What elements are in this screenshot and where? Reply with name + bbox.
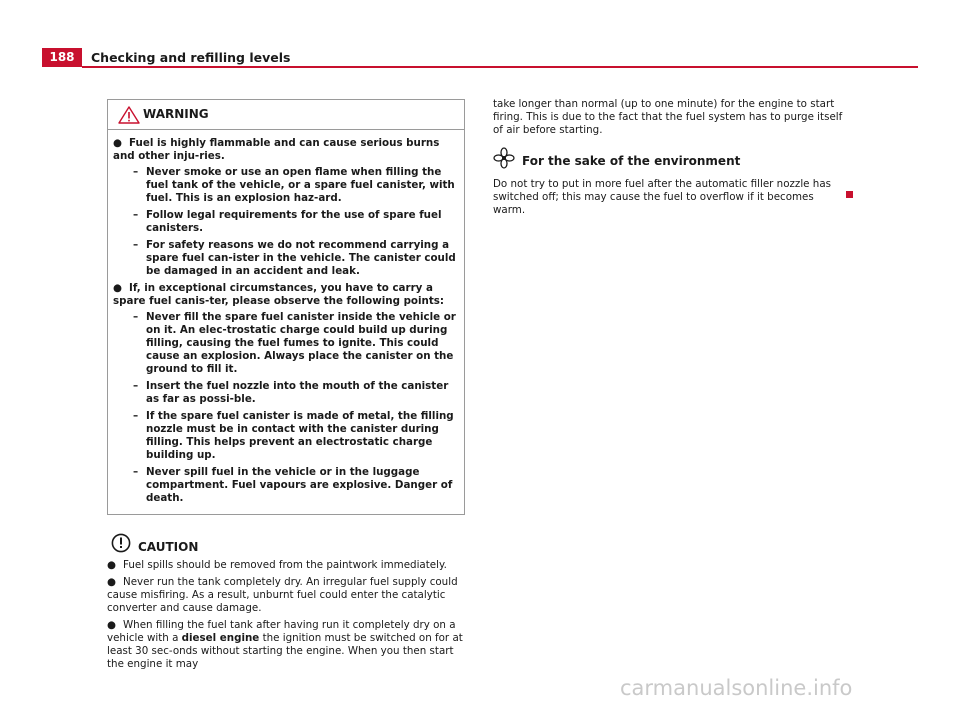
caution-item-text-pre: When filling the fuel tank after having run it completely dry on a vehicle with a xyxy=(107,619,456,644)
page-number: 188 xyxy=(42,48,82,67)
warning-box xyxy=(107,99,465,515)
caution-block xyxy=(107,533,465,671)
warning-dash-text: If the spare fuel canister is made of metal, the filling nozzle must be in contact with the canister during filling. This helps prevent an electrostatic charge building up. xyxy=(146,410,454,461)
right-column xyxy=(493,98,843,217)
caution-header xyxy=(107,533,465,559)
section-end-marker xyxy=(846,191,853,198)
caution-item-text: Never run the tank completely dry. An irregular fuel supply could cause misfiring. As a result, unburnt fuel could enter the catalytic converter and cause damage. xyxy=(107,576,458,614)
warning-title: WARNING xyxy=(143,107,209,121)
warning-triangle-icon xyxy=(118,106,140,124)
warning-dash-item: – Insert the fuel nozzle into the mouth of the canister as far as possi-ble. xyxy=(133,380,449,405)
warning-dash-item: – Follow legal requirements for the use of spare fuel canisters. xyxy=(133,209,442,234)
continuation-text: take longer than normal (up to one minute) for the engine to start firing. This is due to the fact that the fuel system has to purge itself of air before starting. xyxy=(493,98,843,136)
caution-exclamation-icon xyxy=(111,533,131,553)
environment-header xyxy=(493,147,843,173)
warning-bullet: ● Fuel is highly flammable and can cause serious burns and other inju-ries. xyxy=(113,137,440,162)
caution-item-text: Fuel spills should be removed from the paintwork immediately. xyxy=(123,559,447,571)
warning-dash-item: – For safety reasons we do not recommend carrying a spare fuel can-ister in the vehicle. The canister could be damaged in an accident and leak. xyxy=(133,239,456,277)
warning-bullet-text: If, in exceptional circumstances, you have to carry a spare fuel canis-ter, please observe the following points: xyxy=(113,282,445,307)
warning-header xyxy=(108,100,464,130)
caution-title: CAUTION xyxy=(138,540,199,554)
warning-dash-item: – Never spill fuel in the vehicle or in the luggage compartment. Fuel vapours are explosive. Danger of death. xyxy=(133,466,453,504)
warning-dash-text: For safety reasons we do not recommend carrying a spare fuel can-ister in the vehicle. The canister could be damaged in an accident and leak. xyxy=(146,239,456,277)
warning-dash-text: Never spill fuel in the vehicle or in the luggage compartment. Fuel vapours are explosive. Danger of death. xyxy=(146,466,453,504)
warning-dash-text: Follow legal requirements for the use of spare fuel canisters. xyxy=(146,209,442,234)
warning-dash-item: – Never smoke or use an open flame when filling the fuel tank of the vehicle, or a spare fuel canister, with fuel. This is an explosion haz-ard. xyxy=(133,166,455,204)
caution-item: ● Fuel spills should be removed from the paintwork immediately. xyxy=(107,559,447,571)
warning-body xyxy=(108,130,464,514)
left-column xyxy=(107,99,465,675)
header-rule xyxy=(82,66,918,68)
environment-title: For the sake of the environment xyxy=(522,154,741,168)
page-header-title: Checking and refilling levels xyxy=(91,50,291,65)
caution-item-text-post: the ignition must be switched on for at least 30 sec-onds without starting the engine. When you then start the engine it may xyxy=(107,632,463,670)
environment-text: Do not try to put in more fuel after the automatic filler nozzle has switched off; this may cause the fuel to overflow if it becomes warm. xyxy=(493,178,831,216)
caution-item-bold: diesel engine xyxy=(181,632,260,644)
caution-item: ● Never run the tank completely dry. An irregular fuel supply could cause misfiring. As a result, unburnt fuel could enter the catalytic converter and cause damage. xyxy=(107,576,458,614)
warning-dash-item: – If the spare fuel canister is made of metal, the filling nozzle must be in contact with the canister during filling. This helps prevent an electrostatic charge building up. xyxy=(133,410,454,461)
warning-bullet: ● If, in exceptional circumstances, you have to carry a spare fuel canis-ter, please observe the following points: xyxy=(113,282,445,307)
environment-flower-icon xyxy=(493,147,515,169)
warning-bullet-text: Fuel is highly flammable and can cause serious burns and other inju-ries. xyxy=(113,137,440,162)
warning-dash-text: Never fill the spare fuel canister inside the vehicle or on it. An elec-trostatic charge could build up during filling, causing the fuel fumes to ignite. This could cause an explosion. Always place the canister on the ground to fill it. xyxy=(146,311,456,375)
warning-dash-item: – Never fill the spare fuel canister inside the vehicle or on it. An elec-trostatic charge could build up during filling, causing the fuel fumes to ignite. This could cause an explosion. Always place the canister on the ground to fill it. xyxy=(133,311,456,375)
warning-dash-text: Never smoke or use an open flame when filling the fuel tank of the vehicle, or a spare fuel canister, with fuel. This is an explosion haz-ard. xyxy=(146,166,455,204)
warning-dash-text: Insert the fuel nozzle into the mouth of the canister as far as possi-ble. xyxy=(146,380,449,405)
caution-item: ● When filling the fuel tank after having run it completely dry on a vehicle with a diesel engine the ignition must be switched on for at least 30 sec-onds without starting the engine. When you then start the engine it may xyxy=(107,619,463,670)
watermark: carmanualsonline.info xyxy=(620,676,853,700)
